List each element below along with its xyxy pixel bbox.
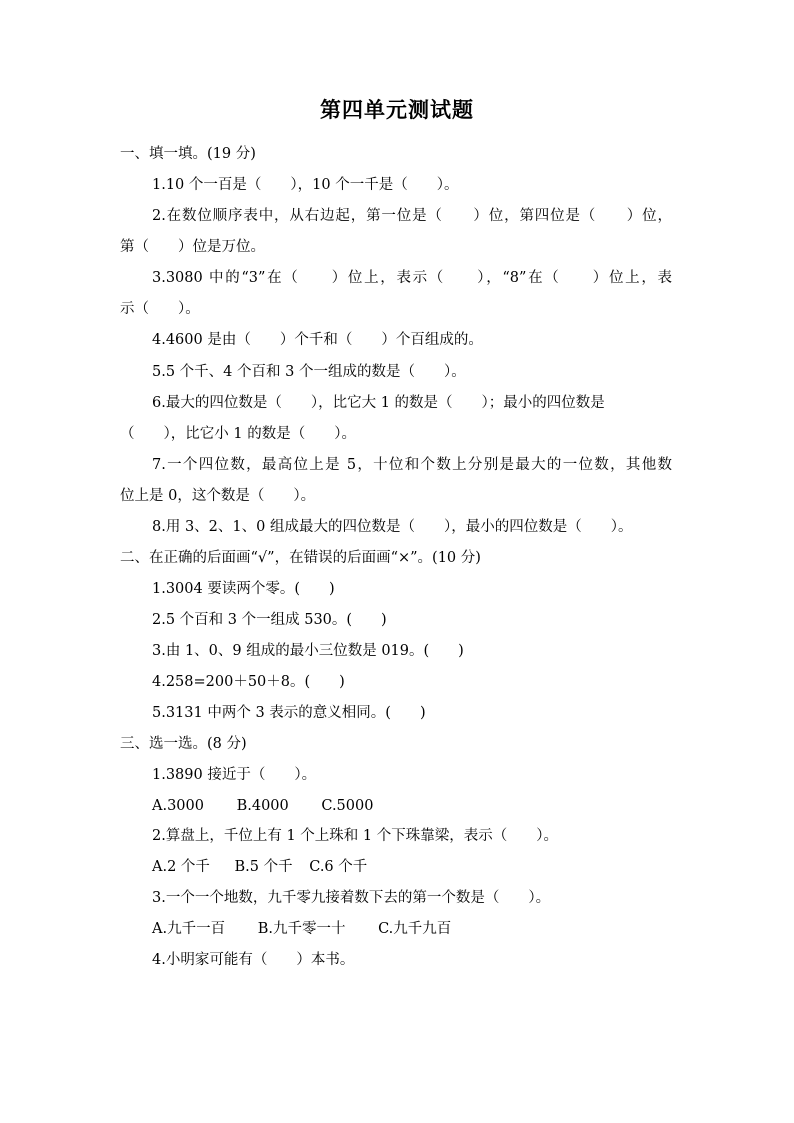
s1-question-2-line-1: 2.在数位顺序表中，从右边起，第一位是（ ）位，第四位是（ ）位， xyxy=(152,208,672,224)
s2-question-2: 2.5 个百和 3 个一组成 530。( ) xyxy=(152,612,387,628)
s1-question-7-line-2: 位上是 0，这个数是（ ）。 xyxy=(120,488,316,504)
s2-question-4: 4.258=200＋50＋8。( ) xyxy=(152,674,345,690)
s1-question-5: 5.5 个千、4 个百和 3 个一组成的数是（ ）。 xyxy=(152,364,466,380)
option-a: A.3000 xyxy=(152,798,204,814)
option-a: A.2 个千 xyxy=(152,859,210,875)
section-3-heading: 三、选一选。(8 分) xyxy=(120,736,247,752)
page-title: 第四单元测试题 xyxy=(320,97,474,122)
s3-question-2-options xyxy=(152,857,395,877)
option-a: A.九千一百 xyxy=(152,921,226,937)
s1-question-3-line-1: 3.3080 中的“3”在（ ）位上，表示（ ），“8”在（ ）位上，表 xyxy=(152,270,672,286)
s1-question-4: 4.4600 是由（ ）个千和（ ）个百组成的。 xyxy=(152,332,483,348)
s3-question-3-options xyxy=(152,919,479,939)
option-c: C.九千九百 xyxy=(378,921,452,937)
option-c: C.6 个千 xyxy=(309,859,368,875)
section-2-heading: 二、在正确的后面画“√”，在错误的后面画“×”。(10 分) xyxy=(120,550,481,566)
s3-question-3: 3.一个一个地数，九千零九接着数下去的第一个数是（ ）。 xyxy=(152,890,551,906)
s1-question-7-line-1: 7.一个四位数，最高位上是 5，十位和个数上分别是最大的一位数，其他数 xyxy=(152,457,672,473)
section-1-heading: 一、填一填。(19 分) xyxy=(120,146,256,162)
s3-question-1: 1.3890 接近于（ ）。 xyxy=(152,767,317,783)
s2-question-1: 1.3004 要读两个零。( ) xyxy=(152,581,335,597)
s1-question-6-line-1: 6.最大的四位数是（ ），比它大 1 的数是（ ）；最小的四位数是 xyxy=(152,395,605,411)
s1-question-6-line-2: （ ），比它小 1 的数是（ ）。 xyxy=(120,426,356,442)
s3-question-1-options xyxy=(152,796,401,816)
s1-question-1: 1.10 个一百是（ ），10 个一千是（ ）。 xyxy=(152,177,459,193)
option-c: C.5000 xyxy=(321,798,374,814)
s2-question-3: 3.由 1、0、9 组成的最小三位数是 019。( ) xyxy=(152,643,464,659)
s2-question-5: 5.3131 中两个 3 表示的意义相同。( ) xyxy=(152,705,426,721)
s3-question-4: 4.小明家可能有（ ）本书。 xyxy=(152,952,355,968)
s1-question-8: 8.用 3、2、1、0 组成最大的四位数是（ ），最小的四位数是（ ）。 xyxy=(152,519,633,535)
s1-question-3-line-2: 示（ ）。 xyxy=(120,301,200,317)
s3-question-2: 2.算盘上，千位上有 1 个上珠和 1 个下珠靠梁，表示（ ）。 xyxy=(152,828,558,844)
option-b: B.九千零一十 xyxy=(257,921,346,937)
option-b: B.4000 xyxy=(236,798,289,814)
option-b: B.5 个千 xyxy=(234,859,293,875)
s1-question-2-line-2: 第（ ）位是万位。 xyxy=(120,239,265,255)
